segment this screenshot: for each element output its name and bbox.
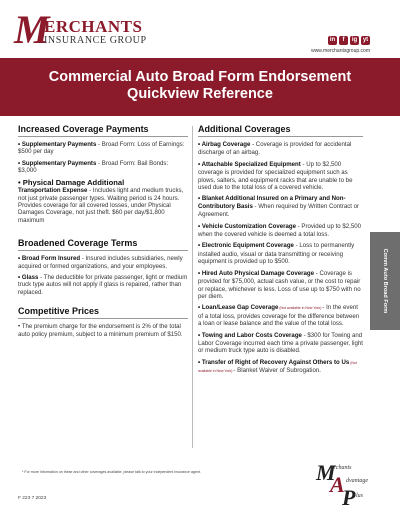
item-text: - Includes light and medium trucks, not just private passenger types. Waiting period is 24 hours. Provides coverage for all covered losses, under Physical Damages Coverage, not just theft. $60 per day/$1,800 maximum xyxy=(18,187,184,224)
item-text: - Up to $2,500 coverage is provided for specialized equipment such as plows, salters, and equipment racks that are unable to be used due to the total loss of a covered vehicle. xyxy=(198,160,353,192)
column-divider xyxy=(192,126,193,448)
item-text: - When required by Written Contract or Agreement. xyxy=(198,202,360,219)
list-item xyxy=(198,195,363,218)
list-item xyxy=(198,359,363,376)
item-title: • Blanket Additional Insured on a Primary and Non-Contributory Basis xyxy=(198,195,346,210)
list-item xyxy=(198,223,363,239)
title-banner xyxy=(0,58,400,116)
title-line1: Commercial Auto Broad Form Endorsement xyxy=(48,69,352,85)
youtube-icon[interactable]: yt xyxy=(362,37,369,43)
item-title: • Transfer of Right of Recovery Against Others to Us xyxy=(198,358,350,366)
item-text: - Coverage is provided for $75,000, actual cash value, or the cost to repair or replace, whichever is less. Loss of use up to $750 with no per diem. xyxy=(198,269,361,300)
list-item xyxy=(198,141,363,157)
logo-initial: M xyxy=(14,7,50,52)
list-item xyxy=(198,270,363,301)
item-text: - Coverage is provided for accidental discharge of an airbag. xyxy=(198,141,352,157)
item-subtitle: Transportation Expense xyxy=(18,187,88,195)
item-title: • Physical Damage Additional xyxy=(18,177,125,187)
footnote: * For more information on these and other coverages available, please talk to your independent insurance agent. xyxy=(22,470,201,474)
merchants-logo[interactable] xyxy=(14,7,174,52)
item-title: • Attachable Specialized Equipment xyxy=(198,160,301,168)
item-text: - Broad Form: Bail Bonds: $3,000 xyxy=(18,159,169,175)
adv-logo-a-word: dvantage xyxy=(346,478,368,484)
instagram-icon[interactable]: ig xyxy=(351,37,358,43)
list-item xyxy=(198,161,363,192)
adv-logo-p: P xyxy=(342,485,356,510)
item-note: (Not available in New York) xyxy=(278,306,323,311)
side-tab-label: Comm Auto Broad Form xyxy=(382,248,388,314)
adv-logo-a: A xyxy=(330,472,345,497)
facebook-icon[interactable]: f xyxy=(339,36,348,45)
page-title xyxy=(0,58,400,103)
item-text: - Blanket Waiver of Subrogation. xyxy=(233,367,321,375)
list-item xyxy=(198,304,363,327)
form-number: F 223 7 2023 xyxy=(18,496,47,501)
item-text: - In the event of a total loss, provides coverage for the difference between a loan or lease balance and the value of the total loss. xyxy=(198,304,360,328)
item-title: • Supplementary Payments xyxy=(18,141,97,148)
adv-logo-m: M xyxy=(316,460,336,485)
prices-text: • The premium charge for the endorsement is 2% of the total auto policy premium, subject to a minimum premium of $150. xyxy=(18,323,183,338)
section-heading-broadened: Broadened Coverage Terms xyxy=(18,238,188,251)
social-links xyxy=(328,36,370,45)
list-item xyxy=(198,332,363,355)
item-text: - Broad Form: Loss of Earnings: $500 per day xyxy=(18,141,185,156)
linkedin-icon[interactable]: in xyxy=(329,37,336,43)
list-item xyxy=(18,141,188,156)
section-heading-additional: Additional Coverages xyxy=(198,124,363,137)
item-text: - Provided up to $2,500 when the covered vehicle is deemed a total loss. xyxy=(198,222,362,239)
item-text: - Insured includes subsidiaries, newly acquired or formed organizations, and your employees. xyxy=(18,255,183,270)
item-title: • Vehicle Customization Coverage xyxy=(198,222,296,230)
list-item xyxy=(198,242,363,265)
title-line2: Quickview Reference xyxy=(127,86,273,102)
left-column xyxy=(18,124,188,342)
list-item-physical-damage xyxy=(18,179,188,225)
list-item xyxy=(18,255,188,270)
item-title: • Broad Form Insured xyxy=(18,255,81,263)
item-title: • Airbag Coverage xyxy=(198,141,251,148)
logo-line2: INSURANCE GROUP xyxy=(44,35,147,46)
side-tab xyxy=(370,232,400,330)
header xyxy=(0,0,400,58)
list-item xyxy=(18,160,188,175)
right-column xyxy=(198,124,363,380)
logo-line1: ERCHANTS xyxy=(44,17,143,36)
website-link[interactable]: www.merchantsgroup.com xyxy=(311,48,370,54)
section-heading-prices: Competitive Prices xyxy=(18,306,188,319)
item-title: • Loan/Lease Gap Coverage xyxy=(198,304,279,312)
adv-logo-p-word: lus xyxy=(356,493,364,499)
section-heading-increased: Increased Coverage Payments xyxy=(18,124,188,137)
merchants-advantage-plus-logo xyxy=(316,460,376,510)
item-text: - The deductible for private passenger, light or medium truck type autos will not apply if glass is repaired, rather than replaced. xyxy=(18,273,188,296)
item-title: • Glass xyxy=(18,273,39,281)
item-title: • Supplementary Payments xyxy=(18,159,97,167)
item-title: • Electronic Equipment Coverage xyxy=(198,242,294,250)
item-title: • Hired Auto Physical Damage Coverage xyxy=(198,269,315,277)
adv-logo-m-word: erchants xyxy=(331,465,352,471)
item-title: • Towing and Labor Costs Coverage xyxy=(198,331,302,339)
item-note: (Not available in New York) xyxy=(198,360,357,374)
list-item xyxy=(18,274,188,296)
item-text: - Loss to permanently installed audio, visual or data transmitting or receiving equipment is provided up to $500. xyxy=(198,242,355,266)
item-text: - $300 for Towing and Labor Coverage incurred each time a private passenger, light or medium truck type auto is disabled. xyxy=(198,331,363,355)
